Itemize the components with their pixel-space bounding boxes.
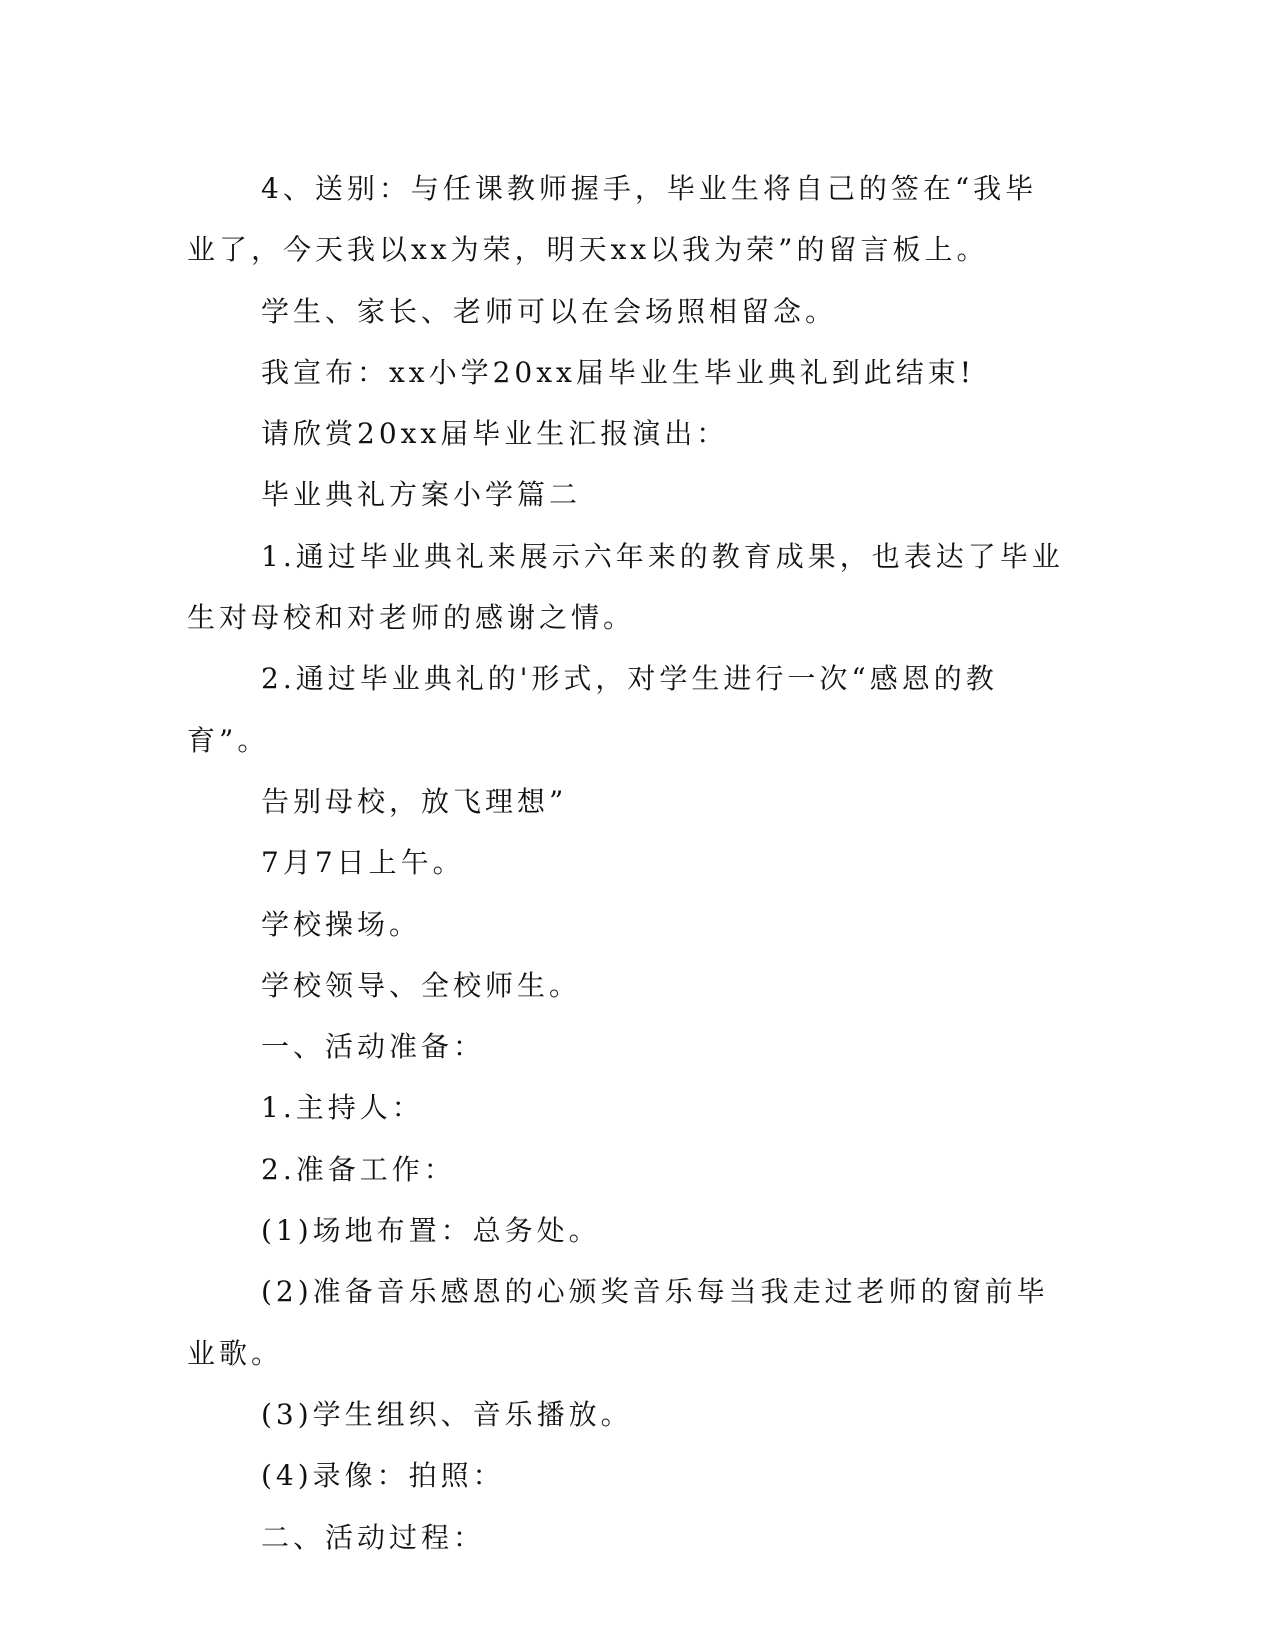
list-item-prep-work: 2.准备工作： (261, 1152, 456, 1186)
heading-process: 二、活动过程： (261, 1520, 486, 1554)
paragraph-performance: 请欣赏20xx届毕业生汇报演出： (261, 417, 729, 451)
section-title-part-two: 毕业典礼方案小学篇二 (261, 478, 582, 512)
paragraph-purpose-1: 1.通过毕业典礼来展示六年来的教育成果，也表达了毕业生对母校和对老师的感谢之情。 (187, 539, 1064, 635)
heading-preparation: 一、活动准备： (261, 1030, 486, 1064)
paragraph-purpose-2: 2.通过毕业典礼的'形式，对学生进行一次“感恩的教育”。 (187, 662, 998, 757)
list-item-host: 1.主持人： (261, 1091, 424, 1125)
paragraph-photo: 学生、家长、老师可以在会场照相留念。 (261, 294, 838, 328)
paragraph-time: 7月7日上午。 (261, 846, 465, 880)
list-item-music: (2)准备音乐感恩的心颁奖音乐每当我走过老师的窗前毕业歌。 (187, 1275, 1049, 1370)
list-item-organize: (3)学生组织、音乐播放。 (261, 1397, 633, 1431)
paragraph-participants: 学校领导、全校师生。 (261, 968, 582, 1002)
paragraph-theme: 告别母校，放飞理想” (261, 784, 568, 818)
paragraph-farewell: 4、送别：与任课教师握手，毕业生将自己的签在“我毕业了，今天我以xx为荣，明天xx以我为荣”的留言板上。 (187, 172, 1038, 267)
paragraph-announce-end: 我宣布：xx小学20xx届毕业生毕业典礼到此结束! (261, 355, 976, 389)
document-body (187, 158, 1067, 1568)
list-item-venue: (1)场地布置：总务处。 (261, 1214, 601, 1248)
paragraph-location: 学校操场。 (261, 907, 422, 941)
list-item-recording: (4)录像：拍照： (261, 1459, 505, 1493)
